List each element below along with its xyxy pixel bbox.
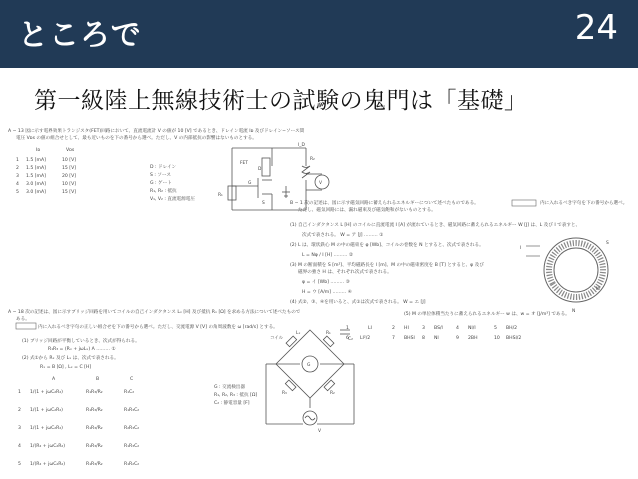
a18-col-header: C <box>130 377 134 382</box>
slide-title: ところで <box>18 18 142 53</box>
a18-choice-a: 1/(1 + jωC₂R₂) <box>30 408 63 413</box>
a13-option-id: 1.5 [mA] <box>26 166 46 171</box>
a13-options <box>16 157 76 195</box>
slide-header <box>0 0 638 68</box>
b1-item: 次式で表される。 W = ア [J] ……… ① <box>302 233 384 238</box>
a13-option-vds: 15 [V] <box>62 190 77 195</box>
svg-text:G: G <box>307 363 311 368</box>
a18-legend-item: C₂ : 静電容量 [F] <box>214 401 250 406</box>
svg-text:I: I <box>520 246 522 251</box>
b1-answer: 2BH <box>468 336 478 341</box>
a13-option-vds: 10 [V] <box>62 158 77 163</box>
b1-answer: 6 <box>346 336 349 341</box>
toroid-core-diagram <box>520 233 613 314</box>
b1-answer: 4 <box>456 326 459 331</box>
svg-text:コイル: コイル <box>270 336 284 341</box>
a13-stem-2: 電圧 Vᴅs の値の組合せとして、最も近いものを下の番号から選べ。ただし、V の内部抵抗の影響はないものとする。 <box>16 136 257 141</box>
a13-legend-item: V₁, V₂ : 直流電源電圧 <box>150 197 195 202</box>
svg-text:Lₓ: Lₓ <box>296 331 301 336</box>
svg-text:N: N <box>572 309 576 314</box>
b1-answer: 2 <box>392 326 395 331</box>
a13-option-vds: 20 [V] <box>62 174 77 179</box>
svg-text:M: M <box>596 287 600 292</box>
scanned-exam-page <box>0 118 638 479</box>
b1-item: H = ウ [A/m] ……… ④ <box>302 290 352 295</box>
a13-option-number: 3 <box>16 174 19 179</box>
a13-option-number: 1 <box>16 158 19 163</box>
b1-item: (4) 式②、③、④を用いると、式①は次式で表される。 W = エ [J] <box>290 300 426 305</box>
a13-option-vds: 10 [V] <box>62 182 77 187</box>
b1-answer: BHSl/2 <box>506 336 522 341</box>
a18-choice-a: 1/(1 + jωC₂R₂) <box>30 426 63 431</box>
a13-option-number: 4 <box>16 182 19 187</box>
a13-legend <box>150 164 195 202</box>
a13-option-number: 5 <box>16 190 19 195</box>
a18-col-header: B <box>96 377 100 382</box>
a18-choice-c: R₁R₃C₂ <box>124 444 140 449</box>
a18-choice-b: R₁R₃/R₂ <box>86 462 103 467</box>
a13-option-id: 3.0 [mA] <box>26 190 46 195</box>
b1-answer: 5 <box>494 326 497 331</box>
a18-choice-b: R₁R₃/R₂ <box>86 444 103 449</box>
svg-text:V: V <box>319 181 323 186</box>
b1-item: (3) M の断面積を S [m²]、平均磁路長を l [m]、M の中の磁束密度を B [T] とすると、φ 及び <box>290 263 484 268</box>
svg-text:V: V <box>318 429 322 434</box>
a18-choice-c: R₂R₃C₂ <box>124 426 140 431</box>
a13-option-id: 3.0 [mA] <box>26 182 46 187</box>
a18-choice-number: 1 <box>18 390 21 395</box>
b1-item: L = Nφ / I [H] ……… ② <box>302 253 353 258</box>
b1-answer: BS/l <box>434 326 443 331</box>
b1-answer: NI <box>434 336 439 341</box>
b1-item: 磁界の強さ H は、それぞれ次式で表される。 <box>298 270 392 275</box>
svg-text:R₃: R₃ <box>282 391 287 396</box>
a13-col-vds: Vᴅs <box>66 148 75 153</box>
a13-option-vds: 15 [V] <box>62 166 77 171</box>
a13-legend-item: D : ドレイン <box>150 165 177 170</box>
a18-choice-b: R₁R₃/R₂ <box>86 426 103 431</box>
b1-item: (1) 自己インダクタンス L [H] のコイルに直流電流 I [A] が流れているとき、磁気回路に蓄えられるエネルギー W [J] は、L 及び I で表すと、 <box>290 223 581 228</box>
b1-answer: 3 <box>422 326 425 331</box>
svg-text:R₂: R₂ <box>310 157 315 162</box>
b1-answer: 9 <box>456 336 459 341</box>
question-b1 <box>290 199 627 341</box>
a13-option-id: 1.5 [mA] <box>26 158 46 163</box>
a13-legend-item: S : ソース <box>150 173 171 178</box>
svg-text:FET: FET <box>240 161 248 166</box>
a18-choice-number: 4 <box>18 444 21 449</box>
a13-legend-item: G : ゲート <box>150 181 172 186</box>
a18-stem-2: ある。 <box>16 317 30 322</box>
a18-choice-number: 3 <box>18 426 21 431</box>
question-a18 <box>8 308 301 467</box>
svg-text:R₁: R₁ <box>326 331 331 336</box>
a18-choice-b: R₁R₃/R₂ <box>86 390 103 395</box>
a18-choice-a: 1/(R₂ + jωC₂R₂) <box>30 462 66 467</box>
a13-legend-item: R₁, R₂ : 抵抗 <box>150 189 177 194</box>
svg-text:R₂: R₂ <box>330 391 335 396</box>
a18-choice-b: R₁R₃/R₂ <box>86 408 103 413</box>
svg-text:D: D <box>258 167 262 172</box>
svg-text:C₂: C₂ <box>348 337 353 342</box>
bridge-circuit-diagram <box>266 330 354 425</box>
b1-head-2: ただし、磁気回路には、漏れ磁束及び磁気飽和がないものとする。 <box>298 208 436 213</box>
a18-stem-3: 内に入れるべき字句の正しい組合せを下の番号から選べ。ただし、交流電源 V [V] の角周波数を ω [rad/s] とする。 <box>38 325 278 330</box>
b1-tail: (5) M の単位体積当たりに蓄えられるエネルギー w は、w = オ [J/m³] である。 <box>404 312 570 317</box>
a18-choice-a: 1/(R₂ + jωC₂R₂) <box>30 444 66 449</box>
b1-answer-grid <box>346 325 521 341</box>
a18-col-header: A <box>52 377 56 382</box>
page-number: 24 <box>574 8 618 48</box>
a18-legend-item: R₁, R₂, R₃ : 抵抗 [Ω] <box>214 393 258 398</box>
b1-item: φ = イ [Wb] ……… ③ <box>302 280 350 285</box>
b1-answer: LI²/2 <box>360 336 371 341</box>
a18-stem-1: A − 18 次の記述は、図に示すブリッジ回路を用いてコイルの自己インダクタンス Lₓ [H] 及び抵抗 Rₓ [Ω] を求める方法について述べたもので <box>8 310 301 315</box>
b1-answer: 7 <box>392 336 395 341</box>
svg-text:S: S <box>606 241 609 246</box>
svg-text:I_D: I_D <box>298 143 305 148</box>
b1-answer: 1 <box>346 326 349 331</box>
a18-line: (2) 式①から Rₓ 及び Lₓ は、次式で表される。 <box>22 356 119 361</box>
b1-head-1: B − 1 次の記述は、図に示す磁気回路に蓄えられるエネルギーについて述べたものである。 <box>290 201 479 206</box>
b1-answer: BH/2 <box>506 326 518 331</box>
b1-answer: LI <box>368 326 372 331</box>
b1-blank-box <box>512 200 536 206</box>
a18-choice-table <box>18 376 139 467</box>
a13-col-id: Iᴅ <box>36 148 41 153</box>
a13-option-number: 2 <box>16 166 19 171</box>
a18-choice-number: 5 <box>18 462 21 467</box>
b1-answer: 10 <box>494 336 500 341</box>
a18-choice-c: R₁C₂ <box>124 390 135 395</box>
a18-line: R₁R₃ = (Rₓ + jωLₓ) A ……… ① <box>48 347 116 352</box>
svg-text:G: G <box>248 181 252 186</box>
bridge-circuit-labels <box>270 330 353 434</box>
a18-legend-item: G : 交流検出器 <box>214 385 245 390</box>
a13-stem-1: A − 13 図に示す電界効果トランジスタ(FET)回路において、直流電流計 Ⅴ の値が 10 [V] であるとき、ドレイン電流 Iᴅ 及びドレイン−ソース間 <box>8 129 305 134</box>
b1-answer: BHSl <box>404 336 415 341</box>
a18-choice-a: 1/(1 + jωC₂R₂) <box>30 390 63 395</box>
a18-choice-c: R₁R₂C₂ <box>124 462 140 467</box>
a18-line: Rₓ = B [Ω] , Lₓ = C [H] <box>40 365 92 370</box>
a18-choice-c: R₁R₃C₂ <box>124 408 140 413</box>
b1-answer: NI/l <box>468 326 476 331</box>
b1-item: (2) L は、環状鉄心 M の中の磁束を φ [Wb]、コイルの巻数を N とすると、次式で表される。 <box>290 243 484 248</box>
a18-line: (1) ブリッジ回路が平衡しているとき、次式が得られる。 <box>22 339 140 344</box>
a18-blank-box <box>16 323 36 329</box>
b1-answer: HI <box>404 326 409 331</box>
b1-head-1b: 内に入れるべき字句を下の番号から選べ。 <box>540 201 628 206</box>
svg-text:R₁: R₁ <box>218 193 223 198</box>
b1-answer: 8 <box>422 336 425 341</box>
a13-option-id: 1.5 [mA] <box>26 174 46 179</box>
a18-legend <box>214 383 257 406</box>
a18-choice-number: 2 <box>18 408 21 413</box>
slide-subtitle: 第一級陸上無線技術士の試験の鬼門は「基礎」 <box>34 88 528 114</box>
svg-text:S: S <box>262 201 265 206</box>
question-a13 <box>8 127 305 202</box>
